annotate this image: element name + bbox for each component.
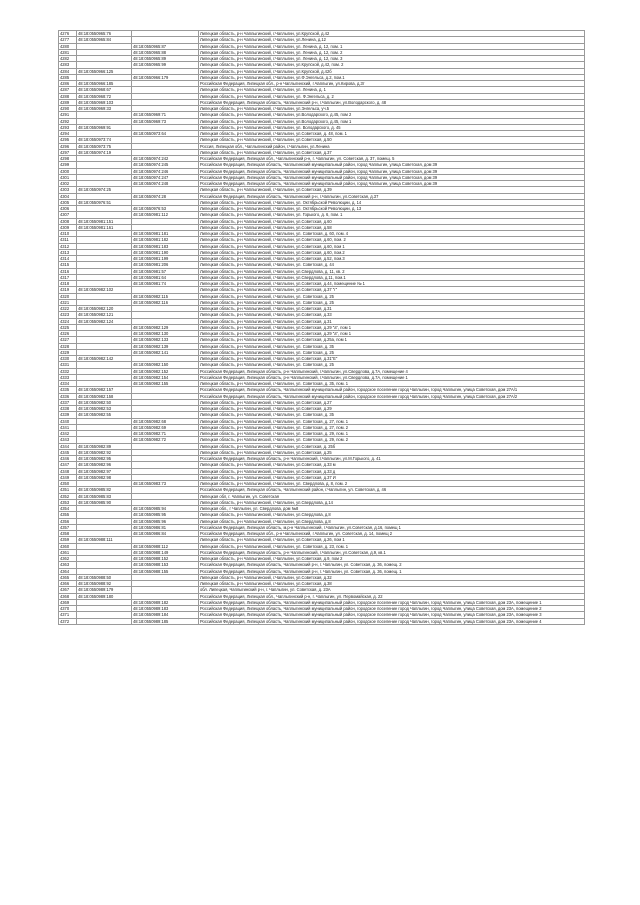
row-number-cell: 4308 <box>59 218 77 224</box>
row-number-cell: 4370 <box>59 606 77 612</box>
premises-cadastral-number-cell: 48:18:0550981:206 <box>132 262 199 268</box>
row-number-cell: 4276 <box>59 31 77 37</box>
row-number-cell: 4344 <box>59 443 77 449</box>
premises-cadastral-number-cell: 48:18:0550965:99 <box>132 62 199 68</box>
land-cadastral-number-cell: 48:18:0550985:83 <box>77 493 132 499</box>
land-cadastral-number-cell: 48:18:0550982:96 <box>77 462 132 468</box>
land-cadastral-number-cell: 48:18:0550988:92 <box>77 581 132 587</box>
premises-cadastral-number-cell: 48:18:0550969:71 <box>132 112 199 118</box>
row-number-cell: 4350 <box>59 481 77 487</box>
row-number-cell: 4351 <box>59 487 77 493</box>
premises-cadastral-number-cell: 48:18:0550981:190 <box>132 249 199 255</box>
land-cadastral-number-cell: 48:18:0550982:120 <box>77 306 132 312</box>
table-row <box>59 612 585 618</box>
row-number-cell: 4322 <box>59 306 77 312</box>
premises-cadastral-number-cell: 48:18:0550985:94 <box>132 506 199 512</box>
address-cell: Липецкая область, р-н Чаплыгинский, г.Чаплыгин, ул. Ленина, д. 12, пом. 3 <box>199 56 585 62</box>
address-cell: Липецкая область, р-н Чаплыгинский, г.Чаплыгин, ул.Свердлова, д.8 <box>199 512 585 518</box>
land-cadastral-number-cell: 48:18:0550988:50 <box>77 574 132 580</box>
address-cell: Липецкая область, р-н Чаплыгинский, г.Чаплыгин, ул. Советская, д. 44 <box>199 262 585 268</box>
premises-cadastral-number-cell: 48:18:0550974:28 <box>132 193 199 199</box>
premises-cadastral-number-cell: 48:18:0550988:149 <box>132 549 199 555</box>
row-number-cell: 4366 <box>59 581 77 587</box>
address-cell: Липецкая область, р-н Чаплыгинский, г.Чаплыгин, ул.Советская, д.27 <box>199 399 585 405</box>
row-number-cell: 4326 <box>59 331 77 337</box>
land-cadastral-number-cell: 48:18:0550982:121 <box>77 312 132 318</box>
premises-cadastral-number-cell: 48:18:0550965:88 <box>132 49 199 55</box>
address-cell: Липецкая область, р-н Чаплыгинский, г.Чаплыгин, ул.Свердлова, д.11, пом.1 <box>199 274 585 280</box>
land-cadastral-number-cell: 48:18:0550982:98 <box>77 474 132 480</box>
row-number-cell: 4340 <box>59 418 77 424</box>
address-cell: Липецкая область, р-н Чаплыгинский, г.Чаплыгин, ул.Советская, д.33 д <box>199 468 585 474</box>
land-cadastral-number-cell: 48:18:0550982:157 <box>77 387 132 393</box>
row-number-cell: 4317 <box>59 274 77 280</box>
row-number-cell: 4321 <box>59 299 77 305</box>
address-cell: Российская Федерация, Липецкая область, Чаплыгинский р-н, г.Чаплыгин, ул.Володарского, д. 48 <box>199 99 585 105</box>
address-cell: Российская Федерация, Липецкая область, Чаплыгинский р-н, г. Чаплыгин, ул. Советская, д. 36, помещ. 1 <box>199 568 585 574</box>
premises-cadastral-number-cell: 48:18:0550965:89 <box>132 56 199 62</box>
table-row <box>59 618 585 624</box>
address-cell: Российская Федерация, Липецкая область, Чаплыгинский р-н, г.Чаплыгин, ул.Советская, д.37 <box>199 193 585 199</box>
address-cell: Липецкая область, р-н Чаплыгинский, г.Чаплыгин, ул.Советская, д.9, пом 2 <box>199 556 585 562</box>
address-cell: Липецкая область, р-н Чаплыгинский, г.Чаплыгин, ул. Советская, д. 25 <box>199 293 585 299</box>
row-number-cell: 4355 <box>59 512 77 518</box>
row-number-cell: 4307 <box>59 212 77 218</box>
premises-cadastral-number-cell: 48:18:0550986:84 <box>132 531 199 537</box>
address-cell: Липецкая область, р-н Чаплыгинский, г.Чаплыгин, ул.Крупской, д.42, пом. 2 <box>199 62 585 68</box>
row-number-cell: 4320 <box>59 293 77 299</box>
row-number-cell: 4291 <box>59 112 77 118</box>
premises-cadastral-number-cell: 48:18:0550981:199 <box>132 256 199 262</box>
address-cell: Липецкая область, р-н Чаплыгинский, г.Чаплыгин, ул.Энгельса, уч.5 <box>199 106 585 112</box>
address-cell: Липецкая область, р-н Чаплыгинский, г.Чаплыгин, ул. Советская, д. 35 <box>199 343 585 349</box>
land-cadastral-number-cell: 48:18:0550988:111 <box>77 537 132 543</box>
address-cell: Липецкая область, р-н Чаплыгинский, г.Чаплыгин, ул. Советская, д. 25 <box>199 299 585 305</box>
address-cell: Липецкая область, р-н Чаплыгинский, г.Чаплыгин, ул.Советская, д.33 <box>199 312 585 318</box>
address-cell: Липецкая область, р-н Чаплыгинский, г.Чаплыгин, ул. Советская, д. 35, пом. 1 <box>199 381 585 387</box>
row-number-cell: 4318 <box>59 281 77 287</box>
row-number-cell: 4315 <box>59 262 77 268</box>
premises-cadastral-number-cell: 48:18:0550966:179 <box>132 74 199 80</box>
premises-cadastral-number-cell: 48:18:0550982:72 <box>132 437 199 443</box>
address-cell: Российская Федерация, Липецкая область, Чаплыгинский муниципальный район, городское поселение город Чаплыгин, город Чаплыгин, улица Советская, дом 27А/2 <box>199 393 585 399</box>
row-number-cell: 4299 <box>59 162 77 168</box>
address-cell: Липецкая обл, г. Чаплыгин, ул. Советская <box>199 493 585 499</box>
row-number-cell: 4294 <box>59 131 77 137</box>
address-cell: Российская Федерация, Липецкая область, р-н Чаплыгинский, г.Чаплыгин, ул.Свердлова, д.7А, помещение 4 <box>199 368 585 374</box>
premises-cadastral-number-cell: 48:18:0550989:183 <box>132 606 199 612</box>
address-cell: Липецкая область, р-н Чаплыгинский, г.Чаплыгин, ул.Володарского, д.45, пом 2 <box>199 112 585 118</box>
address-cell: Российская Федерация, Липецкая область, Чаплыгинский р-н, г. Чаплыгин, ул. Советская, д. 36, помещ. 2 <box>199 562 585 568</box>
land-cadastral-number-cell: 48:18:0550968:72 <box>77 93 132 99</box>
row-number-cell: 4354 <box>59 506 77 512</box>
premises-cadastral-number-cell: 48:18:0550988:152 <box>132 556 199 562</box>
address-cell: Липецкая область, р-н Чаплыгинский, г.Чаплыгин, ул.Ленина, д.12 <box>199 37 585 43</box>
address-cell: Липецкая область, р-н Чаплыгинский, г.Чаплыгин, ул. Октябрьской Революции, д. 14 <box>199 199 585 205</box>
premises-cadastral-number-cell: 48:18:0550982:141 <box>132 349 199 355</box>
row-number-cell: 4319 <box>59 287 77 293</box>
address-cell: Липецкая область, р-н Чаплыгинский, г.Чаплыгин, ул. Ленина, д. 1 <box>199 87 585 93</box>
land-cadastral-number-cell: 48:18:0550974:19 <box>77 149 132 155</box>
address-cell: Липецкая область, р-н Чаплыгинский, г.Чаплыгин, ул.Советская, д.44, помещение № 1 <box>199 281 585 287</box>
row-number-cell: 4327 <box>59 337 77 343</box>
land-cadastral-number-cell: 48:18:0550968:67 <box>77 87 132 93</box>
premises-cadastral-number-cell: 48:18:0550988:153 <box>132 562 199 568</box>
row-number-cell: 4345 <box>59 449 77 455</box>
address-cell: Липецкая область, р-н Чаплыгинский, г.Чаплыгин, ул.Советская, д.37 "г" <box>199 287 585 293</box>
address-cell: Липецкая область, р-н Чаплыгинский, г.Чаплыгин, ул. Советская, д. 29, пом. 2 <box>199 437 585 443</box>
row-number-cell: 4314 <box>59 256 77 262</box>
land-cadastral-number-cell: 48:18:0550981:161 <box>77 224 132 230</box>
address-cell: Липецкая обл., г Чаплыгин, ул. Свердлова, дом №8 <box>199 506 585 512</box>
land-cadastral-number-cell: 48:18:0550976:51 <box>77 199 132 205</box>
premises-cadastral-number-cell: 48:18:0550969:73 <box>132 118 199 124</box>
address-cell: Липецкая область, р-н Чаплыгинский, г.Чаплыгин, ул.Крупской, д.42б <box>199 68 585 74</box>
row-number-cell: 4290 <box>59 106 77 112</box>
address-cell: Липецкая область, р-н Чаплыгинский, г.Чаплыгин, ул. Володарского, д. 45 <box>199 124 585 130</box>
address-cell: Липецкая область, р-н Чаплыгинский, г.Чаплыгин, ул. Советская, д. 25 <box>199 362 585 368</box>
address-cell: Российская Федерация, Липецкая область, Чаплыгинский муниципальный район, городское поселение город Чаплыгин, город Чаплыгин, улица Советская, дом 23А, помещение 2 <box>199 606 585 612</box>
row-number-cell: 4331 <box>59 362 77 368</box>
premises-cadastral-number-cell: 48:18:0550989:184 <box>132 612 199 618</box>
row-number-cell: 4353 <box>59 499 77 505</box>
row-number-cell: 4359 <box>59 537 77 543</box>
land-cadastral-number-cell: 48:18:0550982:124 <box>77 318 132 324</box>
premises-cadastral-number-cell: 48:18:0550982:130 <box>132 331 199 337</box>
address-cell: Липецкая область, р-н Чаплыгинский, г.Чаплыгин, ул. Ф.Энгельса, д. 2 <box>199 93 585 99</box>
land-cadastral-number-cell: 48:18:0550982:142 <box>77 356 132 362</box>
address-cell: Российская Федерация, Липецкая область, Чаплыгинский муниципальный район, город Чаплыгин, улица Советская, дом 39 <box>199 162 585 168</box>
row-number-cell: 4358 <box>59 531 77 537</box>
address-cell: Российская Федерация, Липецкая обл., р-н Чаплыгинский, г.Чаплыгин, ул.Кирова, д.3т <box>199 81 585 87</box>
premises-cadastral-number-cell: 48:18:0550982:71 <box>132 431 199 437</box>
address-cell: Липецкая область, р-н Чаплыгинский, г.Чаплыгин, ул. Горького, д. 6, пом. 1 <box>199 212 585 218</box>
row-number-cell: 4371 <box>59 612 77 618</box>
row-number-cell: 4324 <box>59 318 77 324</box>
premises-cadastral-number-cell: 48:18:0550976:53 <box>132 206 199 212</box>
row-number-cell: 4300 <box>59 168 77 174</box>
land-cadastral-number-cell: 48:18:0550974:25 <box>77 187 132 193</box>
premises-cadastral-number-cell: 48:18:0550986:81 <box>132 524 199 530</box>
address-cell: Липецкая область, р-н Чаплыгинский, г.Чаплыгин, ул. Ленина, д. 12, пом. 2 <box>199 49 585 55</box>
land-cadastral-number-cell: 48:18:0550982:89 <box>77 443 132 449</box>
premises-cadastral-number-cell: 48:18:0550982:68 <box>132 418 199 424</box>
land-cadastral-number-cell: 48:18:0550982:97 <box>77 468 132 474</box>
address-cell: Липецкая область, р-н Чаплыгинский, г.Чаплыгин, ул. Советская, д. 35 <box>199 412 585 418</box>
row-number-cell: 4296 <box>59 143 77 149</box>
row-number-cell: 4282 <box>59 56 77 62</box>
row-number-cell: 4338 <box>59 406 77 412</box>
address-cell: Липецкая область, р-н Чаплыгинский, г.Чаплыгин, ул. Советская, д. 29, пом. 1 <box>199 431 585 437</box>
land-cadastral-number-cell: 48:18:0550982:92 <box>77 449 132 455</box>
address-cell: Липецкая область, р-н Чаплыгинский, г.Чаплыгин, ул.Советская, д.50 <box>199 137 585 143</box>
row-number-cell: 4339 <box>59 412 77 418</box>
land-cadastral-number-cell: 48:18:0550965:84 <box>77 37 132 43</box>
premises-cadastral-number-cell: 48:18:0550982:139 <box>132 343 199 349</box>
premises-cadastral-number-cell: 48:18:0550985:96 <box>132 518 199 524</box>
address-cell: Российская Федерация, Липецкая обл., р-н Чаплыгинский, г.Чаплыгин, ул. Советская, д. 14, помещ 2 <box>199 531 585 537</box>
row-number-cell: 4341 <box>59 424 77 430</box>
row-number-cell: 4362 <box>59 556 77 562</box>
row-number-cell: 4361 <box>59 549 77 555</box>
land-cadastral-number-cell: 48:18:0550989:179 <box>77 587 132 593</box>
address-cell: Липецкая область, р-н Чаплыгинский, г.Чаплыгин, ул. Советская, д. 27, пом. 2 <box>199 424 585 430</box>
premises-cadastral-number-cell: 48:18:0550989:185 <box>132 618 199 624</box>
address-cell: Липецкая область, р-н Чаплыгинский, г.Чаплыгин, ул. Октябрьской Революции, д. 13 <box>199 206 585 212</box>
row-number-cell: 4346 <box>59 456 77 462</box>
row-number-cell: 4297 <box>59 149 77 155</box>
row-number-cell: 4292 <box>59 118 77 124</box>
address-cell: Российская Федерация, Липецкая область, р-н Чаплыгинский, г.Чаплыгин, ул.Свердлова, д.7А, помещение 1 <box>199 374 585 380</box>
row-number-cell: 4330 <box>59 356 77 362</box>
address-cell: Липецкая область, р-н Чаплыгинский, г.Чаплыгин, ул.Советская, д.37 И <box>199 474 585 480</box>
address-cell: Российская Федерация, Липецкая область, Чаплыгинский муниципальный район, городское поселение город Чаплыгин, город Чаплыгин, улица Советская, дом 23А, помещение 4 <box>199 618 585 624</box>
land-cadastral-number-cell: 48:18:0550982:55 <box>77 412 132 418</box>
premises-cadastral-number-cell: 48:18:0550983:73 <box>132 481 199 487</box>
row-number-cell: 4312 <box>59 243 77 249</box>
address-cell: Липецкая область, р-н Чаплыгинский, г.Чаплыгин, ул.Советская, д.31"Е" <box>199 356 585 362</box>
premises-cadastral-number-cell: 48:18:0550982:133 <box>132 337 199 343</box>
row-number-cell: 4364 <box>59 568 77 574</box>
address-cell: Липецкая область, р-н Чаплыгинский, г.Чаплыгин, ул.Советская, д.26, пом 1 <box>199 537 585 543</box>
address-cell: Липецкая область, р-н Чаплыгинский, г.Чаплыгин, ул.Володарского, д.45, пом 1 <box>199 118 585 124</box>
row-number-cell: 4289 <box>59 99 77 105</box>
premises-cadastral-number-cell: 48:18:0550981:74 <box>132 281 199 287</box>
land-cadastral-number-cell: 48:18:0550969:103 <box>77 99 132 105</box>
address-cell: Липецкая область, р-н Чаплыгинский, г.Чаплыгин, ул.Советская, д.29 "а", пом 1 <box>199 324 585 330</box>
premises-cadastral-number-cell: 48:18:0550965:87 <box>132 43 199 49</box>
row-number-cell: 4329 <box>59 349 77 355</box>
row-number-cell: 4336 <box>59 393 77 399</box>
address-cell: Российская Федерация, Липецкая область, м.р-н Чаплыгинский, г.Чаплыгин, ул.Советская, д.16, помещ 1 <box>199 524 585 530</box>
premises-cadastral-number-cell: 48:18:0550974:242 <box>132 156 199 162</box>
address-cell: Липецкая область, р-н Чаплыгинский, г.Чаплыгин, ул.Советская, д. 48, пом. 1 <box>199 131 585 137</box>
address-cell: Липецкая область, р-н Чаплыгинский, г.Чаплыгин, ул.Советская, д.31 <box>199 306 585 312</box>
row-number-cell: 4303 <box>59 187 77 193</box>
row-number-cell: 4316 <box>59 268 77 274</box>
row-number-cell: 4325 <box>59 324 77 330</box>
row-number-cell: 4363 <box>59 562 77 568</box>
premises-cadastral-number-cell: 48:18:0550982:152 <box>132 368 199 374</box>
premises-cadastral-number-cell: 48:18:0550974:245 <box>132 162 199 168</box>
premises-cadastral-number-cell: 48:18:0550982:150 <box>132 362 199 368</box>
row-number-cell: 4286 <box>59 81 77 87</box>
row-number-cell: 4368 <box>59 593 77 599</box>
table-row <box>59 606 585 612</box>
premises-cadastral-number-cell: 48:18:0550982:115 <box>132 293 199 299</box>
address-cell: Липецкая область, р-н Чаплыгинский, г.Чаплыгин, ул.Свердлова, д.8 <box>199 518 585 524</box>
land-cadastral-number-cell: 48:18:0550969:91 <box>77 124 132 130</box>
premises-cadastral-number-cell: 48:18:0550988:155 <box>132 568 199 574</box>
land-cadastral-number-cell: 48:18:0550973:74 <box>77 137 132 143</box>
premises-cadastral-number-cell: 48:18:0550974:248 <box>132 181 199 187</box>
row-number-cell: 4284 <box>59 68 77 74</box>
row-number-cell: 4288 <box>59 93 77 99</box>
address-cell: Липецкая область, р-н Чаплыгинский, г.Чаплыгин, ул.Советская, д.29 "а", пом 1 <box>199 331 585 337</box>
registry-table-container <box>58 30 584 625</box>
address-cell: Российская Федерация, Липецкая область, Чаплыгинский муниципальный район, город Чаплыгин, улица Советская, дом 39 <box>199 181 585 187</box>
address-cell: Липецкая область, р-н Чаплыгинский, г.Чаплыгин, ул.Советская, д.31 <box>199 318 585 324</box>
address-cell: Российская Федерация, Липецкая область, Чаплыгинский муниципальный район, город Чаплыгин, улица Советская, дом 39 <box>199 168 585 174</box>
row-number-cell: 4295 <box>59 137 77 143</box>
premises-cadastral-number-cell: 48:18:0550982:69 <box>132 424 199 430</box>
premises-cadastral-number-cell: 48:18:0550982:154 <box>132 374 199 380</box>
row-number-cell: 4309 <box>59 224 77 230</box>
row-number-cell: 4357 <box>59 524 77 530</box>
row-number-cell: 4323 <box>59 312 77 318</box>
row-number-cell: 4356 <box>59 518 77 524</box>
table-body <box>59 31 585 625</box>
address-cell: Российская Федерация, Липецкая область, р-н Чаплыгинский, г.Чаплыгин, ул.М.Горького, д. 41 <box>199 456 585 462</box>
address-cell: Российская Федерация, Липецкая область, Чаплыгинский муниципальный район, городское поселение город Чаплыгин, город Чаплыгин, улица Советская, дом 23А, помещение 1 <box>199 599 585 605</box>
address-cell: Липецкая область, р-н Чаплыгинский, г.Чаплыгин, ул.Ф.Энгельса, д.2, пом.1 <box>199 74 585 80</box>
land-cadastral-number-cell: 48:18:0550982:158 <box>77 393 132 399</box>
address-cell: Липецкая область, р-н Чаплыгинский, г.Чаплыгин, ул.Советская, д.38 <box>199 581 585 587</box>
row-number-cell: 4310 <box>59 231 77 237</box>
row-number-cell: 4372 <box>59 618 77 624</box>
row-number-cell: 4304 <box>59 193 77 199</box>
address-cell: Россия, Липецкая обл., Чаплыгинский район, г.Чаплыгин, ул.Ленина <box>199 143 585 149</box>
address-cell: Липецкая область, р-н Чаплыгинский, г.Чаплыгин, ул. Свердлова, д. 8, пом. 2 <box>199 481 585 487</box>
premises-cadastral-number-cell: 48:18:0550985:95 <box>132 512 199 518</box>
row-number-cell: 4334 <box>59 381 77 387</box>
row-number-cell: 4285 <box>59 74 77 80</box>
land-cadastral-number-cell: 48:18:0550989:180 <box>77 593 132 599</box>
address-cell: Липецкая область, р-н Чаплыгинский, г.Чаплыгин, ул.Советская, д.33 м <box>199 462 585 468</box>
address-cell: Липецкая область, р-н Чаплыгинский, г.Чаплыгин, ул.Советская, д.39 <box>199 187 585 193</box>
address-cell: Липецкая область, р-н Чаплыгинский, г.Чаплыгин, ул.Советская, д.60, пом 1 <box>199 243 585 249</box>
row-number-cell: 4349 <box>59 474 77 480</box>
address-cell: Российская Федерация, Липецкая область, Чаплыгинский муниципальный район, городское поселение город Чаплыгин, город Чаплыгин, улица Советская, дом 27А/1 <box>199 387 585 393</box>
land-cadastral-number-cell: 48:18:0550965:76 <box>77 31 132 37</box>
premises-cadastral-number-cell: 48:18:0550982:129 <box>132 324 199 330</box>
row-number-cell: 4311 <box>59 237 77 243</box>
row-number-cell: 4306 <box>59 206 77 212</box>
row-number-cell: 4302 <box>59 181 77 187</box>
address-cell: Липецкая область, р-н Чаплыгинский, г.Чаплыгин, ул. Советская, д. 25 <box>199 349 585 355</box>
row-number-cell: 4342 <box>59 431 77 437</box>
land-cadastral-number-cell: 48:18:0550982:50 <box>77 399 132 405</box>
address-cell: Липецкая область, р-н Чаплыгинский, г.Чаплыгин, ул.Свердлова, д.14 <box>199 499 585 505</box>
address-cell: обл. Липецкая, Чаплыгинский р-н, г. Чаплыгин, ул. Советская, д. 23А <box>199 587 585 593</box>
land-cadastral-number-cell: 48:18:0550981:151 <box>77 218 132 224</box>
premises-cadastral-number-cell: 48:18:0550988:112 <box>132 543 199 549</box>
registry-table <box>58 30 585 625</box>
row-number-cell: 4360 <box>59 543 77 549</box>
address-cell: Липецкая область, р-н Чаплыгинский, г.Чаплыгин, ул. Советская, д. 27, пом. 1 <box>199 418 585 424</box>
address-cell: Российская Федерация, Липецкая область, Чаплыгинский район, г.Чаплыгин, ул. Советская, д. 46 <box>199 487 585 493</box>
land-cadastral-number-cell: 48:18:0550982:102 <box>77 287 132 293</box>
land-cadastral-number-cell: 48:18:0550966:185 <box>77 81 132 87</box>
row-number-cell: 4328 <box>59 343 77 349</box>
premises-cadastral-number-cell: 48:18:0550982:116 <box>132 299 199 305</box>
premises-cadastral-number-cell: 48:18:0550981:57 <box>132 268 199 274</box>
address-cell: Липецкая область, р-н Чаплыгинский, г.Чаплыгин, ул. Ленина, д. 12, пом. 1 <box>199 43 585 49</box>
row-number-cell: 4277 <box>59 37 77 43</box>
land-cadastral-number-cell: 48:18:0550985:90 <box>77 499 132 505</box>
address-cell: Липецкая область, р-н Чаплыгинский, г.Чаплыгин, ул.Советская, д.60 <box>199 218 585 224</box>
row-number-cell: 4369 <box>59 599 77 605</box>
address-cell: Липецкая область, р-н Чаплыгинский, г.Чаплыгин, ул. Советская, д. 60, пом. 4 <box>199 231 585 237</box>
row-number-cell: 4280 <box>59 43 77 49</box>
address-cell: Липецкая область, р-н Чаплыгинский, г.Чаплыгин, ул.Советская, д.25 <box>199 449 585 455</box>
row-number-cell: 4332 <box>59 368 77 374</box>
address-cell: Липецкая область, р-н Чаплыгинский, г.Чаплыгин, ул.Советская, д.25а, пом 1 <box>199 337 585 343</box>
row-number-cell: 4365 <box>59 574 77 580</box>
row-number-cell: 4301 <box>59 174 77 180</box>
land-cadastral-number-cell: 48:18:0550966:125 <box>77 68 132 74</box>
address-cell: Липецкая область, р-н Чаплыгинский, г.Чаплыгин, ул.Свердлова, д. 11, кв. 2 <box>199 268 585 274</box>
row-number-cell: 4347 <box>59 462 77 468</box>
address-cell: Липецкая область, р-н Чаплыгинский, г.Чаплыгин, ул.Советская, д.32 <box>199 574 585 580</box>
row-number-cell: 4335 <box>59 387 77 393</box>
address-cell: Липецкая область, р-н Чаплыгинский, г.Чаплыгин, ул.Советская, д.52, пом.3 <box>199 256 585 262</box>
row-number-cell: 4293 <box>59 124 77 130</box>
land-cadastral-number-cell: 48:18:0550985:82 <box>77 487 132 493</box>
premises-cadastral-number-cell: 48:18:0550981:112 <box>132 212 199 218</box>
row-number-cell: 4337 <box>59 399 77 405</box>
land-cadastral-number-cell: 48:18:0550969:33 <box>77 106 132 112</box>
address-cell: Липецкая область, р-н Чаплыгинский, г.Чаплыгин, ул.Советская, д.37 <box>199 149 585 155</box>
address-cell: Российская Федерация, Липецкая обл., Чаплыгинский р-н, г. Чаплыгин, ул. Советская, д. 37, помещ. 5 <box>199 156 585 162</box>
address-cell: Российская Федерация, Липецкая область, р-н Чаплыгинский, г.Чаплыгин, ул.Советская, д.9, кв.1 <box>199 549 585 555</box>
row-number-cell: 4283 <box>59 62 77 68</box>
address-cell: Российская Федерация, Липецкая обл., Чаплыгинский р-н, г. Чаплыгин, ул. Первомайская, д. 22 <box>199 593 585 599</box>
table-row <box>59 599 585 605</box>
row-number-cell: 4298 <box>59 156 77 162</box>
premises-cadastral-number-cell: 48:18:0550974:246 <box>132 168 199 174</box>
premises-cadastral-number-cell: 48:18:0550981:181 <box>132 231 199 237</box>
row-number-cell: 4348 <box>59 468 77 474</box>
land-cadastral-number-cell: 48:18:0550973:75 <box>77 143 132 149</box>
row-number-cell: 4367 <box>59 587 77 593</box>
premises-cadastral-number-cell: 48:18:0550982:155 <box>132 381 199 387</box>
premises-cadastral-number-cell: 48:18:0550974:247 <box>132 174 199 180</box>
land-cadastral-number-cell: 48:18:0550982:53 <box>77 406 132 412</box>
address-cell: Российская Федерация, Липецкая область, Чаплыгинский муниципальный район, город Чаплыгин, улица Советская, дом 39 <box>199 174 585 180</box>
land-cadastral-number-cell <box>77 618 132 624</box>
address-cell: Липецкая область, р-н Чаплыгинский, г.Чаплыгин, ул.Советская, д.60, пом.2 <box>199 249 585 255</box>
premises-cadastral-number-cell: 48:18:0550981:64 <box>132 274 199 280</box>
premises-cadastral-number-cell: 48:18:0550981:183 <box>132 243 199 249</box>
row-number-cell: 4343 <box>59 437 77 443</box>
row-number-cell: 4287 <box>59 87 77 93</box>
land-cadastral-number-cell: 48:18:0550982:95 <box>77 456 132 462</box>
row-number-cell: 4352 <box>59 493 77 499</box>
premises-cadastral-number-cell: 48:18:0550989:182 <box>132 599 199 605</box>
address-cell: Липецкая область, р-н Чаплыгинский, г.Чаплыгин, ул. Советская, д. 23, пом. 1 <box>199 543 585 549</box>
premises-cadastral-number-cell: 48:18:0550981:182 <box>132 237 199 243</box>
address-cell: Липецкая область, р-н Чаплыгинский, г.Чаплыгин, ул.Советская, д. 25б <box>199 443 585 449</box>
address-cell: Липецкая область, р-н Чаплыгинский, г.Чаплыгин, ул.Советская, д.58 <box>199 224 585 230</box>
row-number-cell: 4305 <box>59 199 77 205</box>
address-cell: Липецкая область, р-н Чаплыгинский, г.Чаплыгин, ул.Крупской, д.42 <box>199 31 585 37</box>
address-cell: Липецкая область, р-н Чаплыгинский, г.Чаплыгин, ул.Советская, д.60, пом. 2 <box>199 237 585 243</box>
row-number-cell: 4281 <box>59 49 77 55</box>
address-cell: Российская Федерация, Липецкая область, Чаплыгинский муниципальный район, городское поселение город Чаплыгин, город Чаплыгин, улица Советская, дом 23А, помещение 3 <box>199 612 585 618</box>
row-number-cell: 4313 <box>59 249 77 255</box>
row-number-cell: 4333 <box>59 374 77 380</box>
address-cell: Липецкая область, р-н Чаплыгинский, г.Чаплыгин, ул.Советская, д.29 <box>199 406 585 412</box>
premises-cadastral-number-cell: 48:18:0550973:64 <box>132 131 199 137</box>
